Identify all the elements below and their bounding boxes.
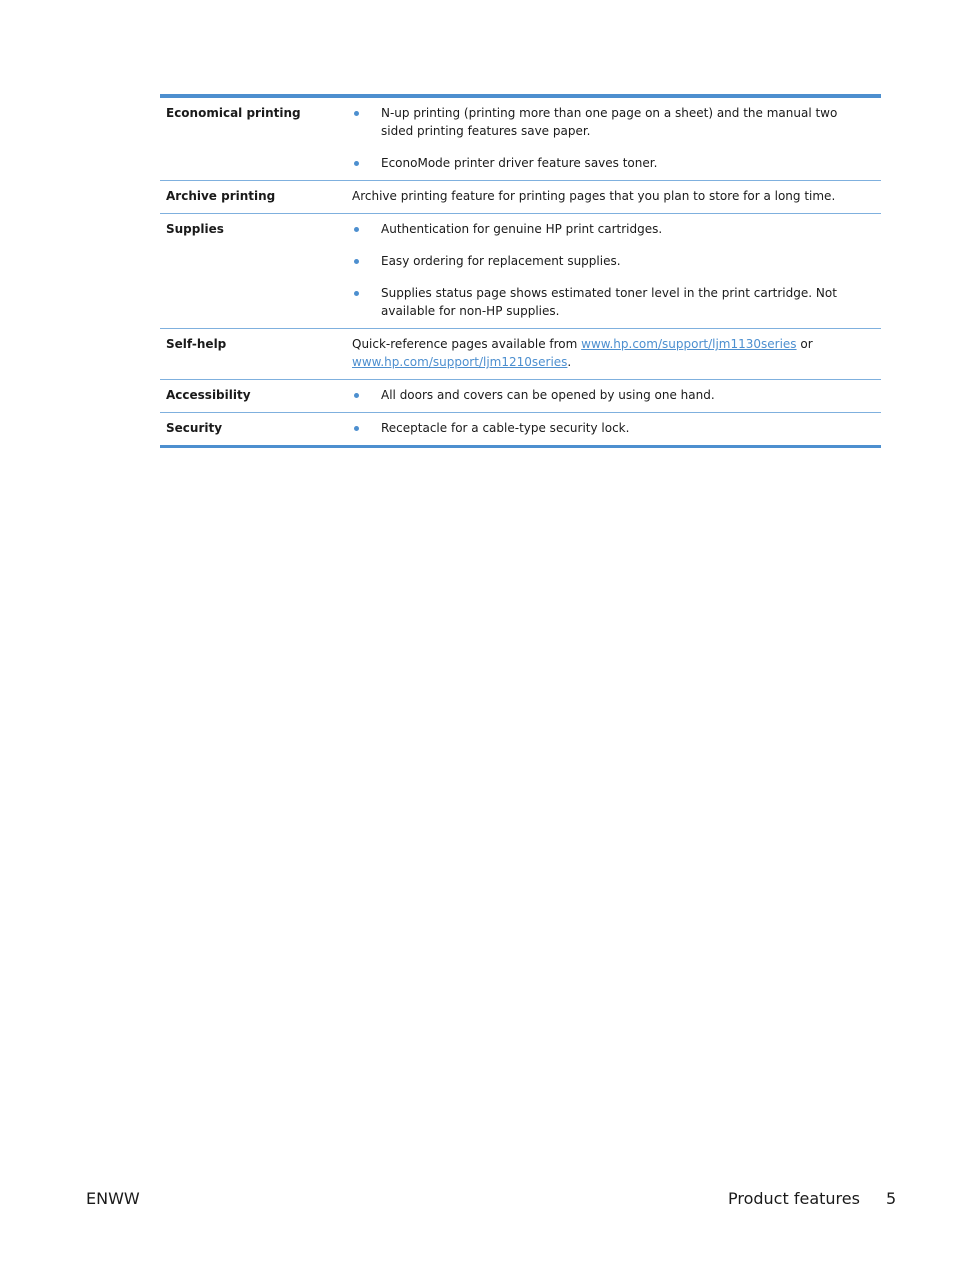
feature-description [346, 96, 881, 181]
bullet-list [352, 220, 871, 320]
table-row [160, 214, 881, 329]
list-item [352, 419, 871, 437]
feature-description [346, 413, 881, 447]
table-row [160, 96, 881, 181]
support-link-ljm1130[interactable]: www.hp.com/support/ljm1130series [581, 337, 797, 351]
bullet-list [352, 386, 871, 404]
feature-description [346, 380, 881, 413]
feature-description: Archive printing feature for printing pages that you plan to store for a long time. [346, 181, 881, 214]
list-item-text: Receptacle for a cable-type security lock. [381, 421, 630, 435]
feature-description [346, 214, 881, 329]
support-link-ljm1210[interactable]: www.hp.com/support/ljm1210series [352, 355, 568, 369]
table-row [160, 181, 881, 214]
bullet-icon [354, 259, 359, 264]
table-row [160, 329, 881, 380]
bullet-list [352, 104, 871, 172]
table-row [160, 380, 881, 413]
bullet-list [352, 419, 871, 437]
page-number: 5 [886, 1189, 897, 1208]
bullet-icon [354, 426, 359, 431]
list-item-text: Authentication for genuine HP print cartridges. [381, 222, 663, 236]
list-item [352, 154, 871, 172]
bullet-icon [354, 291, 359, 296]
bullet-icon [354, 161, 359, 166]
self-help-text-middle: or [796, 337, 813, 351]
list-item [352, 284, 871, 320]
feature-label: Security [160, 413, 346, 447]
list-item [352, 386, 871, 404]
bullet-icon [354, 111, 359, 116]
product-features-table [160, 94, 881, 448]
list-item-text: EconoMode printer driver feature saves toner. [381, 156, 658, 170]
list-item [352, 252, 871, 270]
bullet-icon [354, 393, 359, 398]
list-item-text: All doors and covers can be opened by using one hand. [381, 388, 715, 402]
list-item-text: N-up printing (printing more than one page on a sheet) and the manual two sided printing features save paper. [381, 106, 838, 138]
feature-label: Supplies [160, 214, 346, 329]
table-row [160, 413, 881, 447]
feature-label: Economical printing [166, 106, 301, 120]
self-help-text-prefix: Quick-reference pages available from [352, 337, 582, 351]
self-help-text-suffix: . [567, 355, 572, 369]
list-item-text: Easy ordering for replacement supplies. [381, 254, 621, 268]
list-item [352, 220, 871, 238]
footer-document-code: ENWW [86, 1189, 140, 1208]
footer-section-title: Product features [728, 1189, 860, 1208]
feature-description [346, 329, 881, 380]
feature-label: Accessibility [160, 380, 346, 413]
feature-label: Archive printing [160, 181, 346, 214]
bullet-icon [354, 227, 359, 232]
list-item [352, 104, 871, 140]
feature-label: Self-help [160, 329, 346, 380]
list-item-text: Supplies status page shows estimated toner level in the print cartridge. Not available for non-HP supplies. [381, 286, 837, 318]
